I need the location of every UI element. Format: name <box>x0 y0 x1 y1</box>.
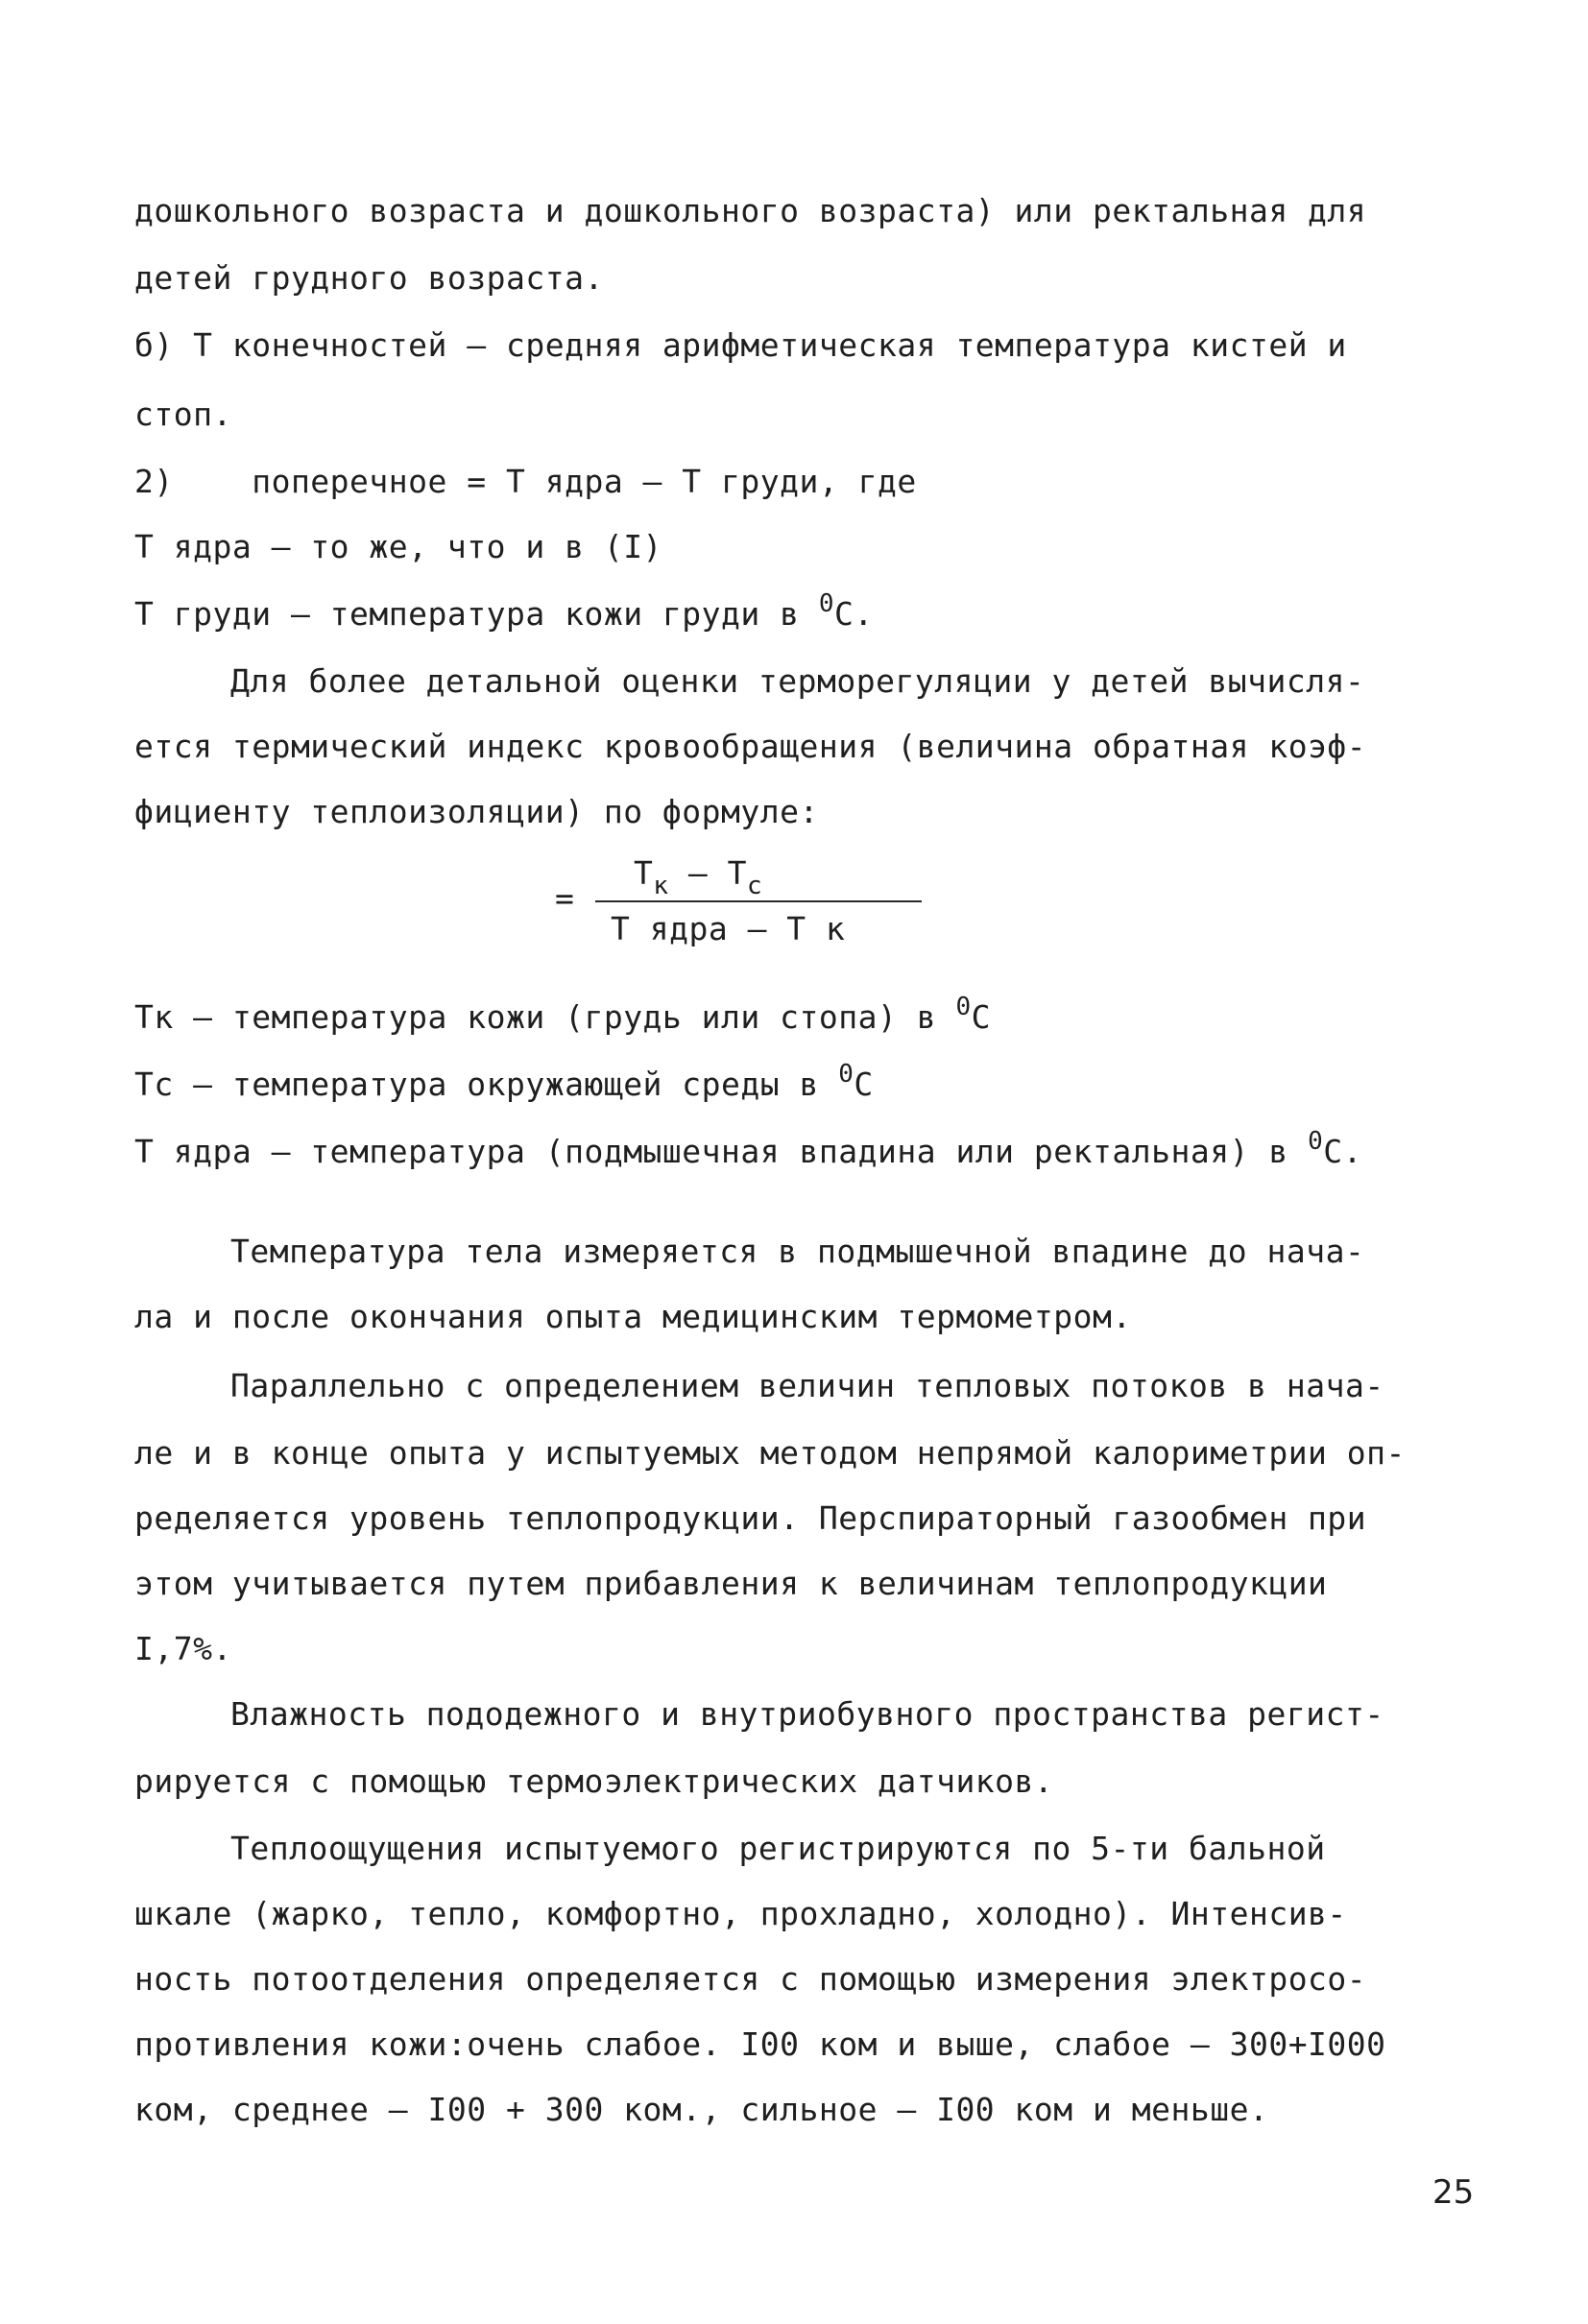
text-line-22: рируется с помощью термоэлектрических датчиков. <box>134 1762 1054 1800</box>
text-line-23: Теплоощущения испытуемого регистрируются по 5-ти бальной <box>230 1830 1326 1867</box>
text-line-12 <box>134 1060 874 1107</box>
text-segment: С <box>971 998 991 1036</box>
text-line-3: б) Т конечностей – средняя арифметическая температура кистей и <box>134 326 1347 364</box>
text-line-6: Т ядра – то же, что и в (I) <box>134 528 662 565</box>
text-line-4: стоп. <box>134 395 232 433</box>
text-line-25: ность потоотделения определяется с помощью измерения электросо- <box>134 1960 1367 1998</box>
text-segment: Т груди – температура кожи груди в <box>134 595 819 633</box>
formula-subscript: с <box>747 872 763 900</box>
formula-numerator <box>634 854 763 900</box>
degree-sign: 0 <box>1308 1127 1324 1156</box>
text-segment: Тс – температура окружающей среды в <box>134 1066 839 1103</box>
fraction-rule <box>595 900 922 902</box>
text-segment: С <box>854 1066 874 1103</box>
degree-sign: 0 <box>955 993 972 1021</box>
text-line-8: Для более детальной оценки терморегуляции у детей вычисля- <box>230 662 1365 700</box>
text-line-1: дошкольного возраста и дошкольного возраста) или ректальная для <box>134 192 1367 229</box>
degree-sign: 0 <box>818 589 835 618</box>
degree-sign: 0 <box>838 1060 854 1089</box>
text-line-5: 2) поперечное = Т ядра – Т груди, где <box>134 463 917 500</box>
page-number: 25 <box>1432 2173 1475 2212</box>
text-line-24: шкале (жарко, тепло, комфортно, прохладно, холодно). Интенсив- <box>134 1895 1347 1932</box>
text-line-21: Влажность пододежного и внутриобувного пространства регист- <box>230 1695 1384 1733</box>
text-segment: С. <box>834 595 874 633</box>
text-line-2: детей грудного возраста. <box>134 259 604 297</box>
text-line-27: ком, среднее – I00 + 300 ком., сильное – I00 ком и меньше. <box>134 2091 1269 2128</box>
text-line-26: противления кожи:очень слабое. I00 ком и выше, слабое – 300+I000 <box>134 2025 1386 2063</box>
text-line-17: ле и в конце опыта у испытуемых методом непрямой калориметрии оп- <box>134 1434 1406 1472</box>
formula-part: – Т <box>668 854 748 892</box>
text-line-13 <box>134 1127 1362 1174</box>
text-line-11 <box>134 993 991 1040</box>
text-line-7 <box>134 589 874 636</box>
text-segment: Тк – температура кожи (грудь или стопа) в <box>134 998 956 1036</box>
text-line-9: ется термический индекс кровообращения (величина обратная коэф- <box>134 728 1367 765</box>
text-line-18: ределяется уровень теплопродукции. Перспираторный газообмен при <box>134 1499 1367 1537</box>
text-line-20: I,7%. <box>134 1630 232 1667</box>
text-line-10: фициенту теплоизоляции) по формуле: <box>134 793 819 830</box>
formula-equals: = <box>555 879 575 917</box>
formula-denominator: Т ядра – Т к <box>611 910 846 947</box>
formula-part: Т <box>634 854 654 892</box>
text-line-16: Параллельно с определением величин тепловых потоков в нача- <box>230 1367 1384 1404</box>
formula-subscript: к <box>653 872 669 900</box>
text-segment: Т ядра – температура (подмышечная впадина или ректальная) в <box>134 1133 1309 1170</box>
text-line-15: ла и после окончания опыта медицинским термометром. <box>134 1298 1132 1335</box>
text-segment: С. <box>1323 1133 1362 1170</box>
text-line-19: этом учитывается путем прибавления к величинам теплопродукции <box>134 1565 1328 1602</box>
text-line-14: Температура тела измеряется в подмышечной впадине до нача- <box>230 1233 1365 1270</box>
